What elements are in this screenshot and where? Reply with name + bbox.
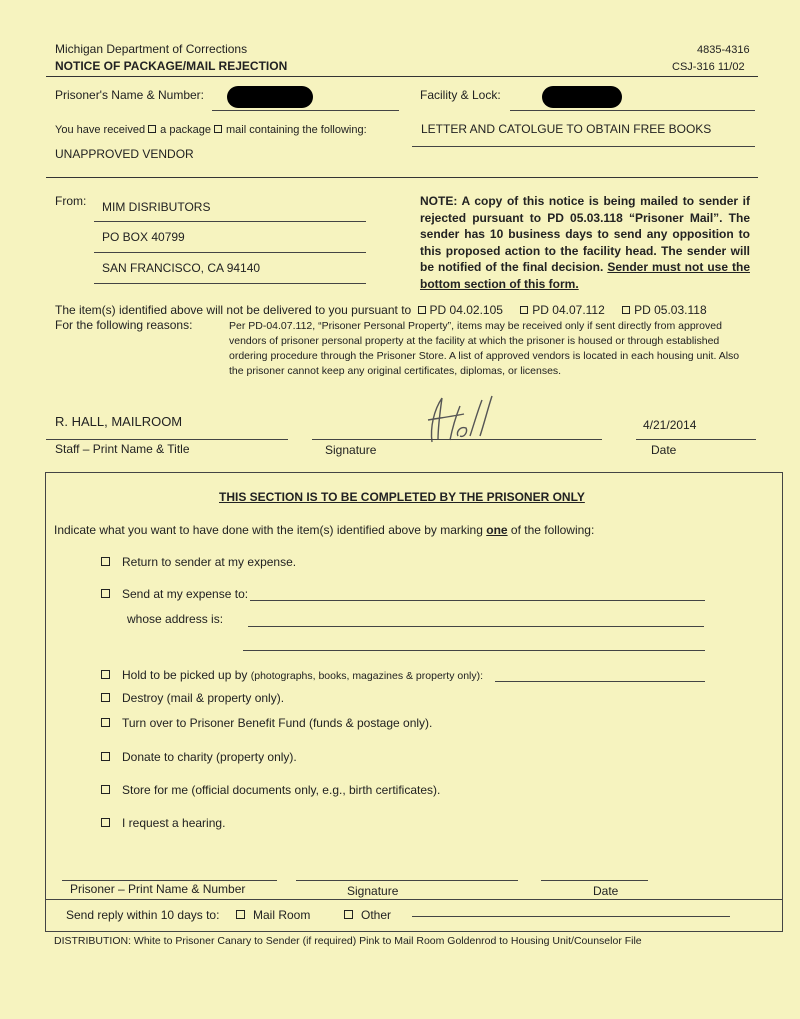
reasons-text: Per PD-04.07.112, “Prisoner Personal Property”, items may be received only if sent directly from approved vendors of prisoner personal property at the facility at which the prisoner is housed or through established ordering procedure through the Prisoner Store. A list of approved vendors is located in each housing unit. Also the prisoner cannot keep any original certificates, diplomas, or licenses. <box>229 320 740 377</box>
facility-lock-field[interactable] <box>510 110 755 111</box>
from-label: From: <box>55 194 87 208</box>
agency-name: Michigan Department of Corrections <box>55 42 248 56</box>
address-field-1[interactable] <box>248 626 704 627</box>
not-delivered-text: The item(s) identified above will not be delivered to you pursuant to <box>55 303 412 317</box>
form-number: 4835-4316 <box>697 44 750 56</box>
send-checkbox[interactable] <box>101 589 110 598</box>
hold-field[interactable] <box>495 681 705 682</box>
reply-mailroom <box>236 908 310 922</box>
form-title: NOTICE OF PACKAGE/MAIL REJECTION <box>55 59 288 73</box>
option-hearing <box>101 816 225 830</box>
sender-line-1-rule <box>94 221 366 222</box>
pd-040210-checkbox[interactable] <box>418 306 426 314</box>
sender-line-1: MIM DISRIBUTORS <box>102 200 211 214</box>
facility-lock-label: Facility & Lock: <box>420 88 501 102</box>
prisoner-name-field[interactable] <box>212 110 399 111</box>
other-field[interactable] <box>412 916 730 917</box>
option-turnover <box>101 716 432 730</box>
reasons-label: For the following reasons: <box>55 318 193 332</box>
notice-text: NOTE: A copy of this notice is being mailed to sender if rejected pursuant to PD 05.03.118 “Prisoner Mail”. The sender has 10 business days to send any opposition to this proposed action to the facility head. The sender will be notified of the final decision. <box>420 194 750 274</box>
donate-label: Donate to charity (property only). <box>122 750 297 764</box>
pd-050311-label: PD 05.03.118 <box>634 303 707 317</box>
received-contents: LETTER AND CATOLGUE TO OBTAIN FREE BOOKS <box>421 122 712 136</box>
staff-name-line <box>46 439 288 440</box>
instruction-emphasis: one <box>486 523 508 537</box>
form-code: CSJ-316 11/02 <box>672 61 745 73</box>
mailroom-label: Mail Room <box>253 908 311 922</box>
pd-040711-label: PD 04.07.112 <box>532 303 605 317</box>
option-return <box>101 555 296 569</box>
pd-050311-checkbox[interactable] <box>622 306 630 314</box>
sender-line-2: PO BOX 40799 <box>102 230 185 244</box>
sender-line-2-rule <box>94 252 366 253</box>
prisoner-signature-line[interactable] <box>296 880 518 881</box>
package-label: a package <box>160 124 211 136</box>
other-checkbox[interactable] <box>344 910 353 919</box>
option-store <box>101 783 440 797</box>
distribution-note: DISTRIBUTION: White to Prisoner Canary to Sender (if required) Pink to Mail Room Goldenrod to Housing Unit/Counselor File <box>54 935 642 947</box>
store-checkbox[interactable] <box>101 785 110 794</box>
pd-040210-label: PD 04.02.105 <box>429 303 503 317</box>
return-label: Return to sender at my expense. <box>122 555 297 569</box>
prisoner-date-label: Date <box>593 884 619 898</box>
package-checkbox[interactable] <box>148 125 156 133</box>
sender-line-3: SAN FRANCISCO, CA 94140 <box>102 261 261 275</box>
return-checkbox[interactable] <box>101 557 110 566</box>
received-statement <box>55 124 367 136</box>
turnover-checkbox[interactable] <box>101 718 110 727</box>
staff-name-label: Staff – Print Name & Title <box>55 442 190 456</box>
hold-checkbox[interactable] <box>101 670 110 679</box>
instruction-text: Indicate what you want to have done with the item(s) identified above by marking <box>54 523 487 537</box>
header-divider <box>46 76 758 77</box>
other-label: Other <box>361 908 392 922</box>
redacted-prisoner-name <box>227 86 313 108</box>
send-to-field[interactable] <box>250 600 705 601</box>
signature-label: Signature <box>325 443 377 457</box>
send-label: Send at my expense to: <box>122 587 249 601</box>
received-prefix: You have received <box>55 124 146 136</box>
rejection-reason-short: UNAPPROVED VENDOR <box>55 147 194 161</box>
redacted-facility <box>542 86 622 108</box>
prisoner-instruction <box>54 523 594 537</box>
destroy-label: Destroy (mail & property only). <box>122 691 285 705</box>
turnover-label: Turn over to Prisoner Benefit Fund (funds & postage only). <box>122 716 433 730</box>
prisoner-section-heading: THIS SECTION IS TO BE COMPLETED BY THE PRISONER ONLY <box>219 490 585 504</box>
hold-note: (photographs, books, magazines & property only): <box>250 670 484 682</box>
prisoner-name-sign-line[interactable] <box>62 880 277 881</box>
store-label: Store for me (official documents only, e.g., birth certificates). <box>122 783 441 797</box>
instruction-tail: of the following: <box>507 523 595 537</box>
whose-label: whose address is: <box>127 612 224 626</box>
reply-divider <box>45 899 783 900</box>
mail-label: mail containing the following: <box>226 124 367 136</box>
signature-line <box>312 439 602 440</box>
date-line <box>636 439 756 440</box>
pd-040711-checkbox[interactable] <box>520 306 528 314</box>
prisoner-signature-label: Signature <box>347 884 399 898</box>
mail-checkbox[interactable] <box>214 125 222 133</box>
section-divider <box>46 177 758 178</box>
hold-label: Hold to be picked up by <box>122 668 251 682</box>
donate-checkbox[interactable] <box>101 752 110 761</box>
date-label: Date <box>651 443 677 457</box>
staff-date: 4/21/2014 <box>643 418 697 432</box>
prisoner-name-label: Prisoner – Print Name & Number <box>70 882 246 896</box>
mailroom-checkbox[interactable] <box>236 910 245 919</box>
not-delivered-statement <box>55 303 707 317</box>
prisoner-date-line[interactable] <box>541 880 648 881</box>
option-destroy <box>101 691 284 705</box>
option-hold <box>101 668 483 682</box>
address-field-2[interactable] <box>243 650 705 651</box>
sender-line-3-rule <box>94 283 366 284</box>
sender-notice <box>420 193 750 292</box>
staff-name: R. HALL, MAILROOM <box>55 414 183 429</box>
destroy-checkbox[interactable] <box>101 693 110 702</box>
prisoner-name-label: Prisoner's Name & Number: <box>55 88 205 102</box>
notice-underlined: Sender must not use the bottom section of this form. <box>420 260 750 291</box>
option-donate <box>101 750 297 764</box>
hearing-label: I request a hearing. <box>122 816 226 830</box>
hearing-checkbox[interactable] <box>101 818 110 827</box>
reply-label: Send reply within 10 days to: <box>66 908 220 922</box>
reply-other <box>344 908 391 922</box>
contents-line <box>412 146 755 147</box>
option-send <box>101 587 248 601</box>
